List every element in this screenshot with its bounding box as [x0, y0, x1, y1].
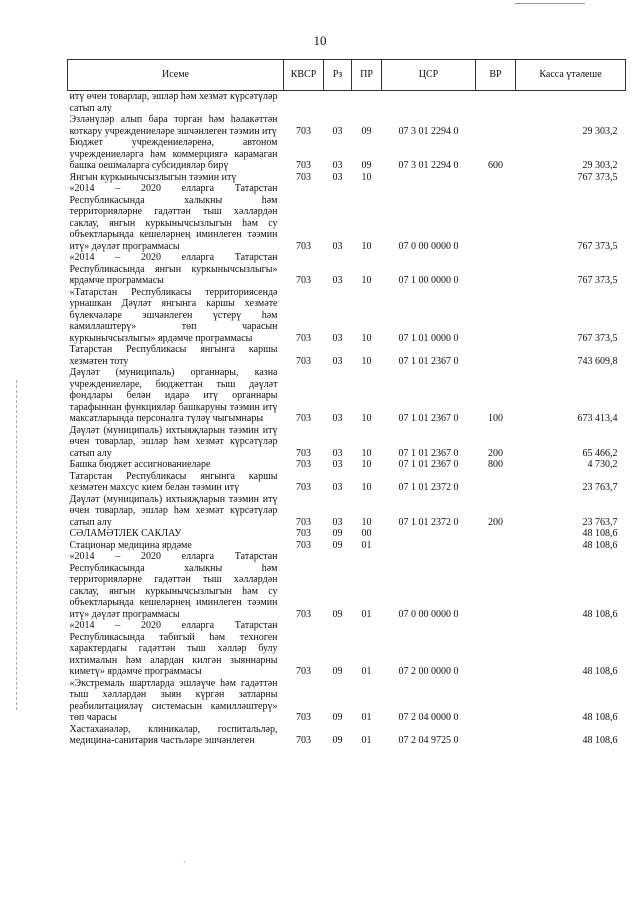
table-row: [68, 471, 626, 494]
cell-csr: [382, 540, 476, 552]
cell-name: Татарстан Республикасы янгынга каршы хезмәтен тоту: [69, 344, 278, 367]
table-row: [68, 172, 626, 184]
cell-vr: [476, 540, 516, 552]
cell-rz: 09: [332, 608, 343, 620]
cell-rz: 09: [332, 735, 343, 746]
cell-kvsr: 703: [296, 528, 311, 539]
table-row: [68, 425, 626, 460]
cell-name: «2014 – 2020 елларга Татарстан Республикасында халыкны һәм территорияләрне гадәттән тыш хәлләрдән саклау, янгын куркынычсызлыгын һәм су объектларында кешеләрнең иминлеген тәэмин итү» дәүләт программасы: [69, 551, 278, 620]
table-row: [68, 459, 626, 471]
cell-pr: 10: [361, 447, 372, 459]
cell-kvsr: 703: [296, 482, 311, 493]
cell-rz: 03: [332, 332, 343, 344]
cell-kvsr: 703: [296, 355, 311, 367]
cell-pr: 10: [361, 413, 372, 424]
cell-pr: 09: [361, 125, 372, 137]
cell-vr: 600: [488, 160, 503, 171]
cell-csr: 07 3 01 2294 0: [398, 160, 459, 171]
table-row: [68, 620, 626, 678]
cell-pr: 10: [361, 332, 372, 344]
cell-pr: 01: [361, 539, 372, 551]
table-row: [68, 252, 626, 287]
cell-sum: 29 303,2: [582, 125, 618, 137]
cell-rz: 03: [332, 125, 343, 137]
margin-binding-mark: [16, 380, 17, 710]
cell-kvsr: 703: [296, 275, 311, 286]
cell-pr: 01: [361, 712, 372, 723]
cell-name: Бюджет учреждениеләренә, автоном учреждениеләргә һәм коммерциягә карамаган башка оешмаларга субсидияләр бирү: [69, 137, 278, 171]
cell-vr: [476, 183, 516, 252]
cell-sum: 673 413,4: [577, 413, 618, 424]
cell-name: Хастаханәләр, клиникалар, госпитальләр, медицина-санитария частьләре эшчәнлеген: [69, 723, 278, 746]
cell-pr: 01: [361, 608, 372, 620]
cell-rz: 09: [332, 666, 343, 677]
cell-csr: 07 0 00 0000 0: [398, 240, 459, 252]
table-row: [68, 137, 626, 172]
cell-rz: 09: [332, 539, 343, 551]
cell-name: Башка бюджет ассигнованиеләре: [69, 459, 211, 470]
cell-sum: 48 108,6: [582, 528, 618, 539]
cell-vr: [476, 471, 516, 494]
cell-sum: 767 373,5: [577, 332, 618, 344]
cell-pr: 10: [361, 516, 372, 528]
cell-kvsr: 703: [296, 447, 311, 459]
cell-rz: 03: [332, 482, 343, 493]
scan-speck: ·: [183, 858, 186, 867]
cell-vr: [476, 91, 516, 115]
cell-csr: 07 0 00 0000 0: [398, 608, 459, 620]
cell-csr: 07 1 01 2367 0: [398, 459, 459, 470]
cell-kvsr: 703: [296, 666, 311, 677]
cell-csr: 07 1 01 2367 0: [398, 413, 459, 424]
cell-rz: 03: [332, 459, 343, 470]
cell-kvsr: 703: [296, 459, 311, 470]
table-row: [68, 114, 626, 137]
cell-csr: 07 2 04 9725 0: [398, 735, 459, 746]
cell-sum: 48 108,6: [582, 666, 618, 677]
cell-kvsr: 703: [296, 608, 311, 620]
cell-csr: [382, 528, 476, 540]
cell-vr: [476, 528, 516, 540]
cell-name: Стационар медицина ярдәме: [69, 539, 192, 551]
cell-sum: 4 730,2: [587, 459, 618, 470]
cell-name: Эзләнүләр алып бара торган һәм һәлакәттән коткару учреждениеләре эшчәнлеген тәэмин итү: [69, 114, 278, 137]
cell-pr: 01: [361, 666, 372, 677]
cell-name: Дәүләт (муниципаль) органнары, казна учреждениеләре, бюджеттан тыш дәүләт фондлары белән идарә итү органнары тарафыннан функцияләр башкаруны тәэмин итү максатларында персоналга түләү чыгымнары: [69, 367, 278, 424]
cell-pr: 00: [361, 528, 372, 539]
cell-rz: 09: [332, 712, 343, 723]
table-body: [68, 91, 626, 747]
table-row: [68, 344, 626, 367]
cell-sum: 767 373,5: [577, 240, 618, 252]
cell-sum: 743 609,8: [577, 355, 618, 367]
table-row: [68, 551, 626, 620]
cell-pr: 10: [361, 240, 372, 252]
cell-name: «2014 – 2020 елларга Татарстан Республикасында халыкны һәм территорияләрне гадәттән тыш хәлләрдән саклау, янгын куркынычсызлыгын һәм су объектларында кешеләрнең иминлеген тәэмин итү» дәүләт программасы: [69, 183, 278, 252]
cell-vr: [476, 287, 516, 345]
page-number: 10: [313, 33, 327, 48]
cell-kvsr: 703: [296, 332, 311, 344]
cell-rz: 03: [332, 516, 343, 528]
cell-sum: 23 763,7: [582, 482, 618, 493]
table-row: [68, 91, 626, 115]
cell-pr: 09: [361, 160, 372, 171]
cell-name: «2014 – 2020 елларга Татарстан Республикасында янгын куркынычсызлыгы» ярдәмче программасы: [69, 252, 278, 286]
table-row: [68, 287, 626, 345]
table-header: [68, 60, 626, 91]
cell-vr: [476, 551, 516, 620]
header-sum: Касса үтәлеше: [516, 60, 626, 91]
cell-sum: 65 466,2: [582, 447, 618, 459]
cell-kvsr: 703: [296, 539, 311, 551]
cell-vr: [476, 678, 516, 724]
cell-kvsr: 703: [296, 125, 311, 137]
cell-rz: 03: [332, 160, 343, 171]
cell-csr: 07 1 01 2367 0: [398, 447, 459, 459]
header-kvsr: КВСР: [284, 60, 324, 91]
cell-vr: [476, 114, 516, 137]
cell-sum: 767 373,5: [577, 171, 618, 183]
cell-csr: 07 2 04 0000 0: [398, 712, 459, 723]
cell-name: итү өчен товарлар, эшләр һәм хезмәт күрсәтүләр сатып алу: [69, 91, 278, 114]
cell-kvsr: 703: [296, 240, 311, 252]
cell-sum: 48 108,6: [582, 539, 618, 551]
cell-vr: [476, 620, 516, 678]
cell-kvsr: 703: [296, 516, 311, 528]
cell-csr: 07 1 00 0000 0: [398, 275, 459, 286]
cell-vr: 200: [488, 447, 503, 459]
cell-sum: 48 108,6: [582, 712, 618, 723]
cell-csr: 07 3 01 2294 0: [398, 125, 459, 137]
cell-rz: 03: [332, 240, 343, 252]
cell-pr: 10: [361, 355, 372, 367]
cell-sum: 48 108,6: [582, 735, 618, 746]
cell-kvsr: 703: [296, 171, 311, 183]
cell-vr: [476, 724, 516, 747]
cell-vr: 200: [488, 516, 503, 528]
cell-name: «Татарстан Республикасы территориясендә урнашкан Дәүләт янгынга каршы хезмәте бүлекчәләре эшчәнлеген үстерү һәм камилләштерү» төп чарасын куркынычсызлыгы» ярдәмче программасы: [69, 286, 278, 344]
cell-name: Дәүләт (муниципаль) ихтыяҗларын тәэмин итү өчен товарлар, эшләр һәм хезмәт күрсәтүләр сатып алу: [69, 424, 278, 459]
cell-kvsr: 703: [296, 413, 311, 424]
header-csr: ЦСР: [382, 60, 476, 91]
header-name: Исеме: [68, 60, 284, 91]
cell-csr: 07 2 00 0000 0: [398, 666, 459, 677]
cell-rz: 03: [332, 355, 343, 367]
cell-rz: 03: [332, 275, 343, 286]
budget-table: [67, 59, 626, 747]
cell-sum: 767 373,5: [577, 275, 618, 286]
cell-rz: 03: [332, 447, 343, 459]
cell-vr: [476, 252, 516, 287]
cell-name: «Экстремаль шартларда эшләүче һәм гадәттән тыш хәлләрдән зыян күргән затларны реабилитацияләү системасын камилләштерү» төп чарасы: [69, 677, 278, 723]
cell-csr: 07 1 01 2372 0: [398, 516, 459, 528]
cell-kvsr: 703: [296, 712, 311, 723]
cell-rz: 03: [332, 413, 343, 424]
cell-sum: 48 108,6: [582, 608, 618, 620]
table-row: [68, 724, 626, 747]
cell-pr: 10: [361, 482, 372, 493]
cell-kvsr: 703: [296, 160, 311, 171]
table-row: [68, 183, 626, 252]
cell-pr: 01: [361, 735, 372, 746]
cell-name: СӘЛАМӘТЛЕК САКЛАУ: [69, 528, 182, 539]
cell-vr: 100: [488, 413, 503, 424]
cell-sum: [516, 91, 626, 115]
cell-sum: 23 763,7: [582, 516, 618, 528]
cell-pr: 10: [361, 171, 372, 183]
cell-pr: 10: [361, 459, 372, 470]
cell-pr: 10: [361, 275, 372, 286]
cell-csr: 07 1 01 2372 0: [398, 482, 459, 493]
cell-vr: [476, 344, 516, 367]
cell-rz: 09: [332, 528, 343, 539]
cell-vr: 800: [488, 459, 503, 470]
cell-rz: 03: [332, 171, 343, 183]
cell-kvsr: [284, 91, 324, 115]
table-row: [68, 540, 626, 552]
table-row: [68, 367, 626, 425]
cell-rz: [324, 91, 352, 115]
cell-csr: [382, 172, 476, 184]
cell-vr: [476, 172, 516, 184]
header-pr: ПР: [352, 60, 382, 91]
cell-csr: [382, 91, 476, 115]
table-row: [68, 494, 626, 529]
cell-sum: 29 303,2: [582, 160, 618, 171]
cell-csr: 07 1 01 2367 0: [398, 355, 459, 367]
table-row: [68, 528, 626, 540]
cell-name: Дәүләт (муниципаль) ихтыяҗларын тәэмин итү өчен товарлар, эшләр һәм хезмәт күрсәтүләр сатып алу: [69, 493, 278, 528]
cell-name: «2014 – 2020 елларга Татарстан Республикасында табигый һәм техноген характердагы гадәттән тыш хәлләр булу ихтималын һәм алардан килгән зыяннарны киметү» ярдәмче программасы: [69, 620, 278, 677]
header-vr: ВР: [476, 60, 516, 91]
header-rz: Рз: [324, 60, 352, 91]
top-rule: [515, 3, 585, 4]
cell-name: Татарстан Республикасы янгынга каршы хезмәтен махсус кием белән тәэмин итү: [69, 470, 278, 493]
table-row: [68, 678, 626, 724]
cell-pr: [352, 91, 382, 115]
cell-name: Янгын куркынычсызлыгын тәэмин итү: [69, 171, 237, 183]
cell-csr: 07 1 01 0000 0: [398, 332, 459, 344]
cell-kvsr: 703: [296, 735, 311, 746]
